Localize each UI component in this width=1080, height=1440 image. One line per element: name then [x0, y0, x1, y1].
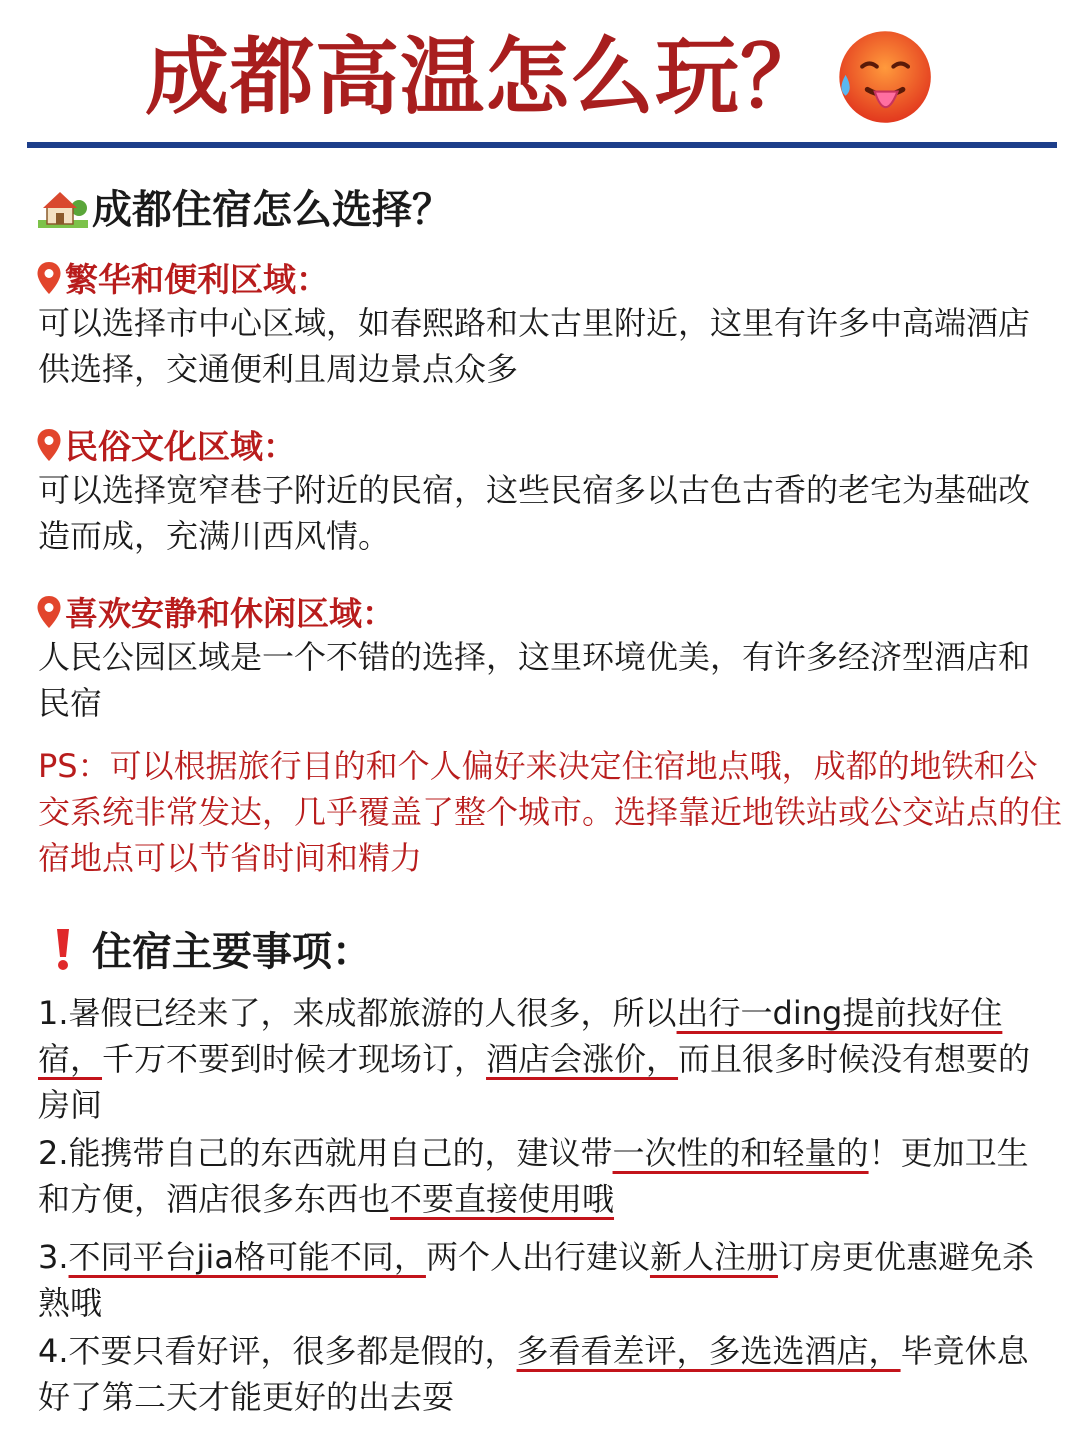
house-icon: [38, 184, 88, 230]
location-pin-icon: [36, 595, 62, 629]
notes-heading: [38, 920, 372, 977]
lodging-heading: [38, 178, 452, 235]
note-item: 1.暑假已经来了，来成都旅游的人很多，所以出行一ding提前找好住宿，千万不要到时候才现场订，酒店会涨价，而且很多时候没有想要的房间: [38, 994, 1031, 1124]
area-title-text: 民俗文化区域：: [65, 427, 296, 466]
title-row: [0, 22, 1080, 132]
note-item: 4.不要只看好评，很多都是假的，多看看差评，多选选酒店，毕竟休息好了第二天才能更好的出去耍: [38, 1332, 1029, 1416]
area-title: [36, 588, 395, 635]
area-description: 可以选择宽窄巷子附近的民宿，这些民宿多以古色古香的老宅为基础改造而成，充满川西风情。: [38, 471, 1031, 555]
location-pin-icon: [36, 261, 62, 295]
area-title-text: 繁华和便利区域：: [65, 260, 329, 299]
exclamation-icon: [38, 926, 88, 972]
note-item: 3.不同平台jia格可能不同，两个人出行建议新人注册订房更优惠避免杀熟哦: [38, 1238, 1034, 1322]
hot-face-emoji-icon: [831, 25, 935, 129]
area-title: [36, 421, 296, 468]
page-title: 成都高温怎么玩？: [144, 28, 825, 126]
area-description: 人民公园区域是一个不错的选择，这里环境优美，有许多经济型酒店和民宿: [38, 638, 1031, 722]
note-item: 2.能携带自己的东西就用自己的，建议带一次性的和轻量的！更加卫生和方便，酒店很多东西也不要直接使用哦: [38, 1134, 1029, 1218]
location-pin-icon: [36, 428, 62, 462]
ps-note: PS：可以根据旅行目的和个人偏好来决定住宿地点哦，成都的地铁和公交系统非常发达，几乎覆盖了整个城市。选择靠近地铁站或公交站点的住宿地点可以节省时间和精力: [38, 747, 1063, 877]
title-divider: [27, 142, 1057, 148]
notes-heading-text: 住宿主要事项：: [92, 929, 372, 975]
lodging-heading-text: 成都住宿怎么选择？: [92, 187, 452, 233]
area-title-text: 喜欢安静和休闲区域：: [65, 594, 395, 633]
area-description: 可以选择市中心区域，如春熙路和太古里附近，这里有许多中高端酒店供选择，交通便利且周边景点众多: [38, 304, 1031, 388]
area-title: [36, 254, 329, 301]
